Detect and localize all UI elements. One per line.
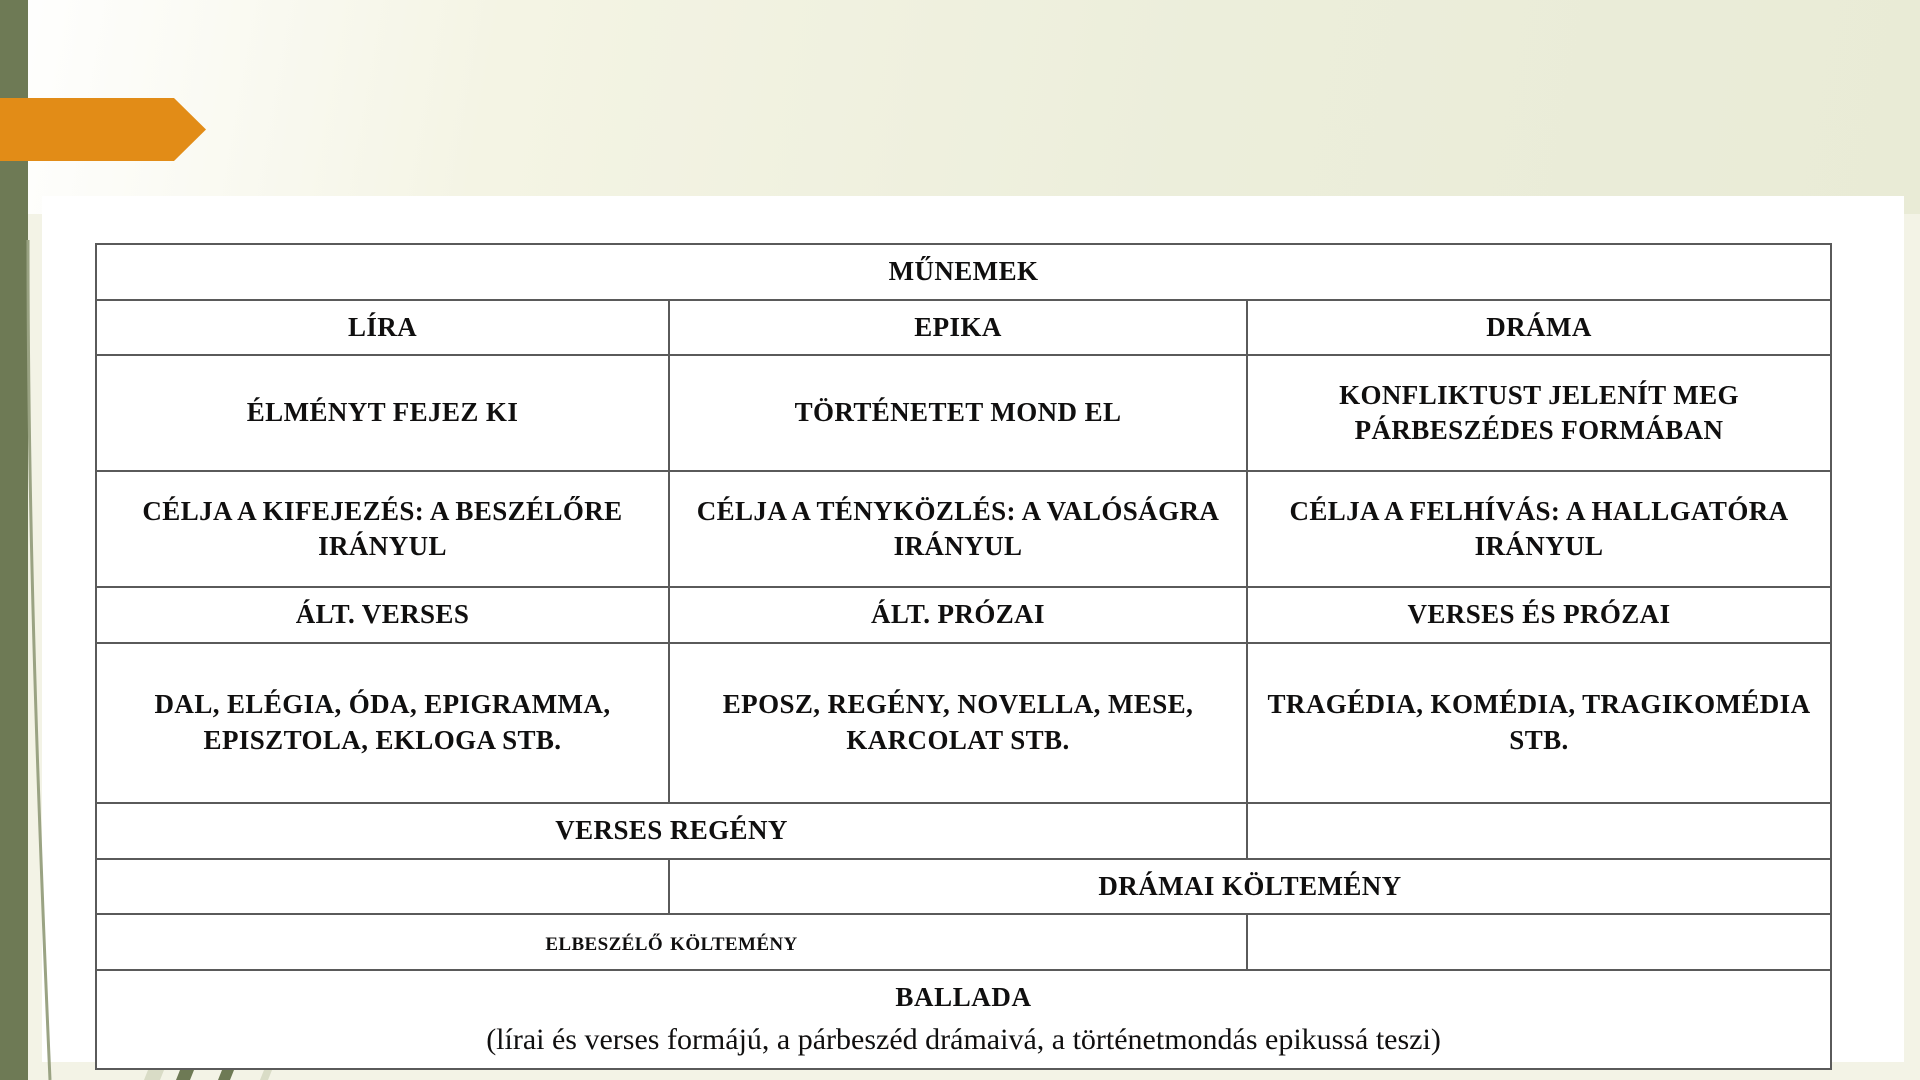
table-row-definition (96, 355, 1831, 471)
cell-definition-lira: ÉLMÉNYT FEJEZ KI (96, 355, 669, 471)
ballada-note: (lírai és verses formájú, a párbeszéd drámaivá, a történetmondás epikussá teszi) (486, 1023, 1441, 1057)
cell-purpose-epika: CÉLJA A TÉNYKÖZLÉS: A VALÓSÁGRA IRÁNYUL (669, 471, 1247, 587)
cell-purpose-lira: CÉLJA A KIFEJEZÉS: A BESZÉLŐRE IRÁNYUL (96, 471, 669, 587)
table-row-genres (96, 643, 1831, 803)
cell-form-lira: ÁLT. VERSES (96, 587, 669, 643)
cell-definition-drama: KONFLIKTUST JELENÍT MEG PÁRBESZÉDES FORMÁBAN (1247, 355, 1831, 471)
munemek-table (95, 243, 1832, 1070)
table-row-form (96, 587, 1831, 643)
table-row-columns (96, 300, 1831, 356)
table-row-verses-regeny (96, 803, 1831, 859)
ballada-title: BALLADA (895, 981, 1032, 1012)
cell-dramai-koltemeny-spacer (96, 859, 669, 915)
column-header-drama: DRÁMA (1247, 300, 1831, 356)
cell-elbeszelo-koltemeny-spacer (1247, 914, 1831, 970)
munemek-table-wrapper (95, 243, 1830, 1070)
table-row-elbeszelo-koltemeny (96, 914, 1831, 970)
table-row-dramai-koltemeny (96, 859, 1831, 915)
cell-definition-epika: TÖRTÉNETET MOND EL (669, 355, 1247, 471)
cell-genres-drama: TRAGÉDIA, KOMÉDIA, TRAGIKOMÉDIA STB. (1247, 643, 1831, 803)
background-band (0, 0, 1920, 214)
cell-genres-epika: EPOSZ, REGÉNY, NOVELLA, MESE, KARCOLAT STB. (669, 643, 1247, 803)
cell-verses-regeny-spacer (1247, 803, 1831, 859)
cell-form-epika: ÁLT. PRÓZAI (669, 587, 1247, 643)
cell-ballada (96, 970, 1831, 1069)
cell-dramai-koltemeny: DRÁMAI KÖLTEMÉNY (669, 859, 1831, 915)
column-header-lira: LÍRA (96, 300, 669, 356)
cell-elbeszelo-koltemeny: elbeszélő költemény (96, 914, 1247, 970)
table-row-ballada (96, 970, 1831, 1069)
cell-purpose-drama: CÉLJA A FELHÍVÁS: A HALLGATÓRA IRÁNYUL (1247, 471, 1831, 587)
table-row-title (96, 244, 1831, 300)
left-accent-bar (0, 0, 28, 1080)
cell-form-drama: VERSES ÉS PRÓZAI (1247, 587, 1831, 643)
cell-genres-lira: DAL, ELÉGIA, ÓDA, EPIGRAMMA, EPISZTOLA, EKLOGA STB. (96, 643, 669, 803)
table-title-cell: MŰNEMEK (96, 244, 1831, 300)
table-row-purpose (96, 471, 1831, 587)
orange-arrow-banner (0, 98, 206, 161)
cell-verses-regeny: VERSES REGÉNY (96, 803, 1247, 859)
column-header-epika: EPIKA (669, 300, 1247, 356)
